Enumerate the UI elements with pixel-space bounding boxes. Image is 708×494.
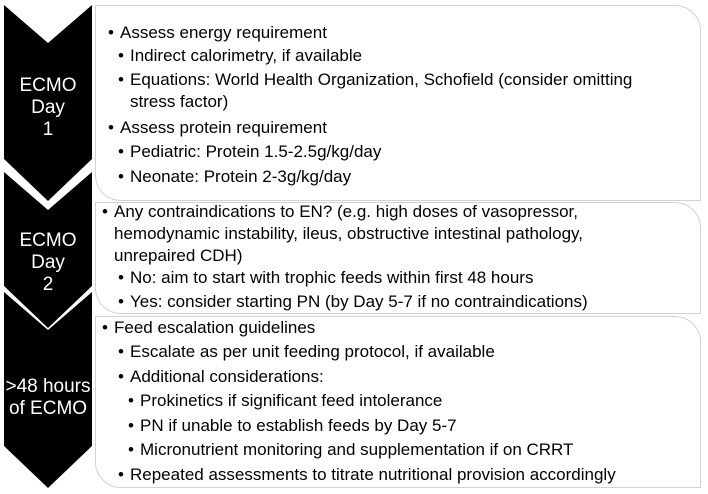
stage-1-panel: • Assess energy requirement • Indirect calorimetry, if available • Equations: World Health Organization, Schofield (consider omitting stress factor) • Assess protein requirement • Pediatric: Protein 1.5-2.5g/kg/day • Neonate: Protein 2-3g/kg/day (95, 5, 701, 201)
stage-2-panel: • Any contraindications to EN? (e.g. high doses of vasopressor, hemodynamic instability, ileus, obstructive intestinal pathology, unrepaired CDH) • No: aim to start with trophic feeds within first 48 hours • Yes: consider starting PN (by Day 5-7 if no contraindications) (95, 202, 701, 314)
stage-3-label: >48 hours of ECMO (5, 376, 91, 419)
stage-3-panel: • Feed escalation guidelines • Escalate as per unit feeding protocol, if available • Additional considerations: • Prokinetics if significant feed intolerance • PN if unable to establish feeds by Day 5-7 • Micronutrient monitoring and supplementation if on CRRT • Repeated assessments to titrate nutritional provision accordingly (95, 316, 701, 488)
stage-1-label: ECMO Day 1 (19, 75, 77, 140)
stage-2-label: ECMO Day 2 (19, 230, 77, 295)
stage-3-chevron (4, 292, 92, 488)
